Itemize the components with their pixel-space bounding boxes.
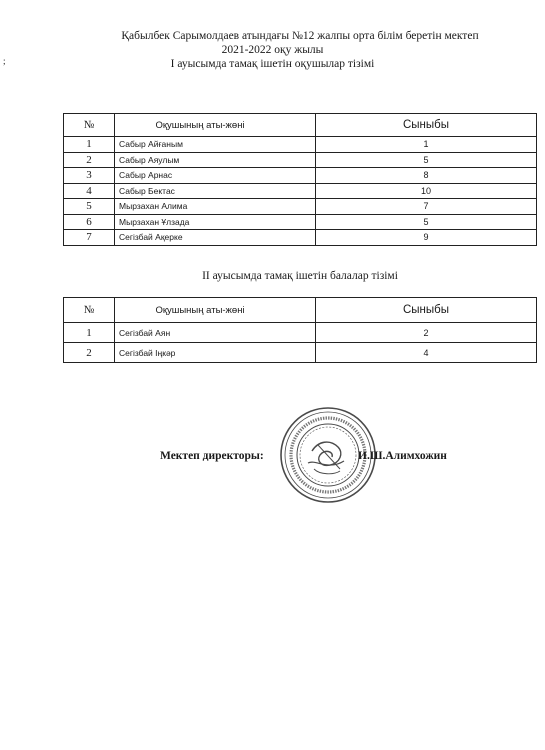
student-name: Сабыр Аяулым bbox=[115, 152, 316, 168]
table-row bbox=[64, 323, 537, 343]
shift1-students-table bbox=[63, 113, 537, 246]
student-name: Сабыр Айғаным bbox=[115, 137, 316, 153]
row-number: 5 bbox=[64, 199, 115, 215]
row-number: 3 bbox=[64, 168, 115, 184]
shift1-list-title: І ауысымда тамақ ішетін оқушылар тізімі bbox=[170, 58, 375, 70]
row-number: 2 bbox=[64, 343, 115, 363]
table-header-row bbox=[64, 114, 537, 137]
table-row bbox=[64, 168, 537, 184]
student-grade: 5 bbox=[316, 152, 537, 168]
column-header-name: Оқушының аты-жөні bbox=[115, 298, 316, 323]
row-number: 4 bbox=[64, 183, 115, 199]
student-grade: 5 bbox=[316, 214, 537, 230]
column-header-name: Оқушының аты-жөні bbox=[115, 114, 316, 137]
table-row bbox=[64, 152, 537, 168]
row-number: 1 bbox=[64, 137, 115, 153]
table-row bbox=[64, 214, 537, 230]
student-name: Мырзахан Ұлзада bbox=[115, 214, 316, 230]
table-header-row bbox=[64, 298, 537, 323]
shift2-students-table bbox=[63, 297, 537, 363]
row-number: 7 bbox=[64, 230, 115, 246]
student-grade: 10 bbox=[316, 183, 537, 199]
student-grade: 2 bbox=[316, 323, 537, 343]
table-row bbox=[64, 137, 537, 153]
table-row bbox=[64, 183, 537, 199]
table-row bbox=[64, 343, 537, 363]
column-header-grade: Сыныбы bbox=[316, 114, 537, 137]
student-name: Мырзахан Алима bbox=[115, 199, 316, 215]
student-name: Сабыр Бектас bbox=[115, 183, 316, 199]
student-name: Сегізбай Ақерке bbox=[115, 230, 316, 246]
director-label: Мектеп директоры: bbox=[160, 450, 264, 462]
stray-mark: ; bbox=[3, 56, 6, 66]
student-grade: 1 bbox=[316, 137, 537, 153]
student-grade: 4 bbox=[316, 343, 537, 363]
school-name-heading: Қабылбек Сарымолдаев атындағы №12 жалпы орта білім беретін мектеп bbox=[121, 30, 479, 42]
shift2-list-title: ІІ ауысымда тамақ ішетін балалар тізімі bbox=[202, 270, 398, 282]
column-header-number: № bbox=[64, 298, 115, 323]
student-name: Сегізбай Аян bbox=[115, 323, 316, 343]
table-row bbox=[64, 230, 537, 246]
row-number: 1 bbox=[64, 323, 115, 343]
student-grade: 7 bbox=[316, 199, 537, 215]
row-number: 2 bbox=[64, 152, 115, 168]
academic-year-heading: 2021-2022 оқу жылы bbox=[221, 44, 324, 56]
student-grade: 9 bbox=[316, 230, 537, 246]
student-name: Сабыр Арнас bbox=[115, 168, 316, 184]
column-header-number: № bbox=[64, 114, 115, 137]
student-name: Сегізбай Іңкәр bbox=[115, 343, 316, 363]
director-name: И.Ш.Алимхожин bbox=[358, 450, 447, 462]
column-header-grade: Сыныбы bbox=[316, 298, 537, 323]
student-grade: 8 bbox=[316, 168, 537, 184]
table-row bbox=[64, 199, 537, 215]
row-number: 6 bbox=[64, 214, 115, 230]
